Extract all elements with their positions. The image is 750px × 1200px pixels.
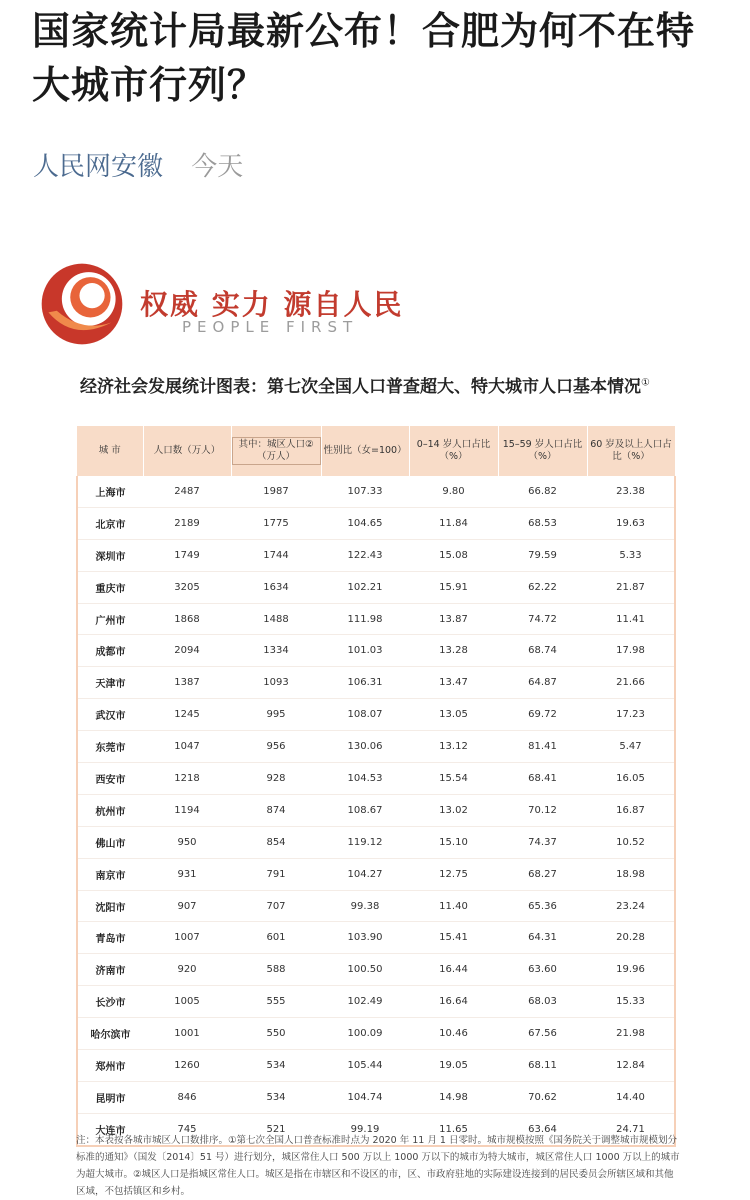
value-cell: 108.67 xyxy=(321,794,409,826)
value-cell: 21.98 xyxy=(587,1018,675,1050)
value-cell: 10.46 xyxy=(409,1018,498,1050)
value-cell: 67.56 xyxy=(498,1018,587,1050)
value-cell: 931 xyxy=(143,858,231,890)
city-cell: 杭州市 xyxy=(77,794,143,826)
value-cell: 108.07 xyxy=(321,699,409,731)
value-cell: 11.65 xyxy=(409,1113,498,1145)
value-cell: 21.66 xyxy=(587,667,675,699)
value-cell: 64.87 xyxy=(498,667,587,699)
value-cell: 1775 xyxy=(231,507,321,539)
value-cell: 1334 xyxy=(231,635,321,667)
value-cell: 534 xyxy=(231,1050,321,1082)
table-title: 经济社会发展统计图表：第七次全国人口普查超大、特大城市人口基本情况① xyxy=(80,377,650,397)
header-city: 城 市 xyxy=(77,426,143,476)
table-row xyxy=(77,986,675,1018)
value-cell: 11.40 xyxy=(409,890,498,922)
table-row xyxy=(77,539,675,571)
value-cell: 745 xyxy=(143,1113,231,1145)
header-population: 人口数（万人） xyxy=(143,426,231,476)
header-age-15-59: 15–59 岁人口占比（%） xyxy=(498,426,587,476)
city-cell: 大连市 xyxy=(77,1113,143,1145)
article-meta xyxy=(33,146,243,183)
value-cell: 99.38 xyxy=(321,890,409,922)
value-cell: 14.40 xyxy=(587,1081,675,1113)
value-cell: 1634 xyxy=(231,571,321,603)
city-cell: 武汉市 xyxy=(77,699,143,731)
value-cell: 119.12 xyxy=(321,826,409,858)
value-cell: 2094 xyxy=(143,635,231,667)
value-cell: 74.72 xyxy=(498,603,587,635)
table-row xyxy=(77,635,675,667)
table-row xyxy=(77,476,675,507)
value-cell: 104.74 xyxy=(321,1081,409,1113)
value-cell: 16.87 xyxy=(587,794,675,826)
value-cell: 104.27 xyxy=(321,858,409,890)
value-cell: 19.63 xyxy=(587,507,675,539)
value-cell: 101.03 xyxy=(321,635,409,667)
value-cell: 920 xyxy=(143,954,231,986)
value-cell: 23.38 xyxy=(587,476,675,507)
table-row xyxy=(77,731,675,763)
value-cell: 10.52 xyxy=(587,826,675,858)
value-cell: 17.98 xyxy=(587,635,675,667)
value-cell: 15.33 xyxy=(587,986,675,1018)
value-cell: 68.03 xyxy=(498,986,587,1018)
table-row xyxy=(77,1081,675,1113)
brand-slogan-en: PEOPLE FIRST xyxy=(182,318,359,336)
value-cell: 130.06 xyxy=(321,731,409,763)
value-cell: 79.59 xyxy=(498,539,587,571)
value-cell: 9.80 xyxy=(409,476,498,507)
value-cell: 70.12 xyxy=(498,794,587,826)
value-cell: 1001 xyxy=(143,1018,231,1050)
city-cell: 东莞市 xyxy=(77,731,143,763)
header-age-60: 60 岁及以上人口占比（%） xyxy=(587,426,675,476)
value-cell: 1749 xyxy=(143,539,231,571)
brand-slogan: 权威 实力 源自人民 xyxy=(140,288,404,321)
value-cell: 68.74 xyxy=(498,635,587,667)
value-cell: 15.54 xyxy=(409,763,498,795)
value-cell: 66.82 xyxy=(498,476,587,507)
value-cell: 111.98 xyxy=(321,603,409,635)
value-cell: 104.53 xyxy=(321,763,409,795)
value-cell: 12.75 xyxy=(409,858,498,890)
city-cell: 长沙市 xyxy=(77,986,143,1018)
value-cell: 1093 xyxy=(231,667,321,699)
people-daily-logo-icon xyxy=(40,262,124,346)
value-cell: 15.08 xyxy=(409,539,498,571)
value-cell: 1194 xyxy=(143,794,231,826)
value-cell: 19.05 xyxy=(409,1050,498,1082)
value-cell: 1744 xyxy=(231,539,321,571)
value-cell: 19.96 xyxy=(587,954,675,986)
city-cell: 哈尔滨市 xyxy=(77,1018,143,1050)
value-cell: 846 xyxy=(143,1081,231,1113)
value-cell: 1047 xyxy=(143,731,231,763)
value-cell: 23.24 xyxy=(587,890,675,922)
city-cell: 重庆市 xyxy=(77,571,143,603)
value-cell: 521 xyxy=(231,1113,321,1145)
value-cell: 907 xyxy=(143,890,231,922)
table-row xyxy=(77,1050,675,1082)
value-cell: 16.05 xyxy=(587,763,675,795)
value-cell: 68.53 xyxy=(498,507,587,539)
value-cell: 16.44 xyxy=(409,954,498,986)
value-cell: 102.49 xyxy=(321,986,409,1018)
value-cell: 950 xyxy=(143,826,231,858)
population-table xyxy=(76,426,676,1147)
city-cell: 济南市 xyxy=(77,954,143,986)
value-cell: 62.22 xyxy=(498,571,587,603)
value-cell: 68.27 xyxy=(498,858,587,890)
table-footnote: 注：本表按各城市城区人口数排序。①第七次全国人口普查标准时点为 2020 年 11 月 1 日零时。城市规模按照《国务院关于调整城市规模划分标准的通知》（国发〔2014〕51 号）进行划分，城区常住人口 500 万以上 1000 万以下的城市为特大城市，城区常住人口 1000 万以上的城市为超大城市。②城区人口是指城区常住人口。城区是指在市辖区和不设区的市，区、市政府驻地的实际建设连接到的居民委员会所辖区域和其他区域，不包括镇区和乡村。 xyxy=(76,1135,680,1197)
value-cell: 1007 xyxy=(143,922,231,954)
value-cell: 64.31 xyxy=(498,922,587,954)
value-cell: 956 xyxy=(231,731,321,763)
value-cell: 70.62 xyxy=(498,1081,587,1113)
table-row xyxy=(77,667,675,699)
header-sex-ratio: 性别比（女=100） xyxy=(321,426,409,476)
value-cell: 100.50 xyxy=(321,954,409,986)
publish-time: 今天 xyxy=(191,152,244,182)
value-cell: 13.28 xyxy=(409,635,498,667)
table-row xyxy=(77,603,675,635)
value-cell: 122.43 xyxy=(321,539,409,571)
city-cell: 上海市 xyxy=(77,476,143,507)
value-cell: 13.02 xyxy=(409,794,498,826)
value-cell: 5.47 xyxy=(587,731,675,763)
value-cell: 99.19 xyxy=(321,1113,409,1145)
table-row xyxy=(77,699,675,731)
value-cell: 13.05 xyxy=(409,699,498,731)
value-cell: 106.31 xyxy=(321,667,409,699)
value-cell: 2487 xyxy=(143,476,231,507)
value-cell: 13.12 xyxy=(409,731,498,763)
value-cell: 1218 xyxy=(143,763,231,795)
value-cell: 103.90 xyxy=(321,922,409,954)
value-cell: 601 xyxy=(231,922,321,954)
value-cell: 68.11 xyxy=(498,1050,587,1082)
value-cell: 100.09 xyxy=(321,1018,409,1050)
value-cell: 68.41 xyxy=(498,763,587,795)
value-cell: 63.60 xyxy=(498,954,587,986)
value-cell: 1987 xyxy=(231,476,321,507)
city-cell: 沈阳市 xyxy=(77,890,143,922)
value-cell: 11.41 xyxy=(587,603,675,635)
value-cell: 15.10 xyxy=(409,826,498,858)
city-cell: 佛山市 xyxy=(77,826,143,858)
value-cell: 65.36 xyxy=(498,890,587,922)
value-cell: 2189 xyxy=(143,507,231,539)
value-cell: 555 xyxy=(231,986,321,1018)
value-cell: 1868 xyxy=(143,603,231,635)
value-cell: 18.98 xyxy=(587,858,675,890)
value-cell: 14.98 xyxy=(409,1081,498,1113)
city-cell: 广州市 xyxy=(77,603,143,635)
value-cell: 20.28 xyxy=(587,922,675,954)
value-cell: 74.37 xyxy=(498,826,587,858)
table-header-row xyxy=(77,426,675,476)
value-cell: 874 xyxy=(231,794,321,826)
value-cell: 11.84 xyxy=(409,507,498,539)
value-cell: 707 xyxy=(231,890,321,922)
table-row xyxy=(77,794,675,826)
value-cell: 550 xyxy=(231,1018,321,1050)
city-cell: 北京市 xyxy=(77,507,143,539)
value-cell: 928 xyxy=(231,763,321,795)
value-cell: 5.33 xyxy=(587,539,675,571)
value-cell: 534 xyxy=(231,1081,321,1113)
value-cell: 1260 xyxy=(143,1050,231,1082)
value-cell: 63.64 xyxy=(498,1113,587,1145)
value-cell: 995 xyxy=(231,699,321,731)
value-cell: 21.87 xyxy=(587,571,675,603)
value-cell: 854 xyxy=(231,826,321,858)
value-cell: 81.41 xyxy=(498,731,587,763)
value-cell: 13.47 xyxy=(409,667,498,699)
value-cell: 791 xyxy=(231,858,321,890)
value-cell: 105.44 xyxy=(321,1050,409,1082)
table-row xyxy=(77,763,675,795)
header-urban: 其中：城区人口②（万人） xyxy=(231,426,321,476)
value-cell: 588 xyxy=(231,954,321,986)
value-cell: 15.41 xyxy=(409,922,498,954)
value-cell: 1245 xyxy=(143,699,231,731)
value-cell: 13.87 xyxy=(409,603,498,635)
city-cell: 青岛市 xyxy=(77,922,143,954)
header-age-0-14: 0–14 岁人口占比（%） xyxy=(409,426,498,476)
city-cell: 昆明市 xyxy=(77,1081,143,1113)
city-cell: 天津市 xyxy=(77,667,143,699)
value-cell: 69.72 xyxy=(498,699,587,731)
table-row xyxy=(77,890,675,922)
city-cell: 西安市 xyxy=(77,763,143,795)
value-cell: 3205 xyxy=(143,571,231,603)
table-row xyxy=(77,826,675,858)
table-row xyxy=(77,1018,675,1050)
city-cell: 成都市 xyxy=(77,635,143,667)
value-cell: 1387 xyxy=(143,667,231,699)
footnote-mark: ① xyxy=(641,377,650,389)
value-cell: 17.23 xyxy=(587,699,675,731)
city-cell: 深圳市 xyxy=(77,539,143,571)
table-row xyxy=(77,507,675,539)
table-row xyxy=(77,571,675,603)
table-row xyxy=(77,922,675,954)
value-cell: 104.65 xyxy=(321,507,409,539)
table-row xyxy=(77,858,675,890)
value-cell: 107.33 xyxy=(321,476,409,507)
article-title: 国家统计局最新公布！合肥为何不在特大城市行列？ xyxy=(32,9,696,107)
city-cell: 郑州市 xyxy=(77,1050,143,1082)
value-cell: 12.84 xyxy=(587,1050,675,1082)
value-cell: 1005 xyxy=(143,986,231,1018)
value-cell: 15.91 xyxy=(409,571,498,603)
value-cell: 102.21 xyxy=(321,571,409,603)
value-cell: 16.64 xyxy=(409,986,498,1018)
value-cell: 1488 xyxy=(231,603,321,635)
city-cell: 南京市 xyxy=(77,858,143,890)
table-row xyxy=(77,954,675,986)
source-link[interactable]: 人民网安徽 xyxy=(33,152,164,182)
value-cell: 24.71 xyxy=(587,1113,675,1145)
